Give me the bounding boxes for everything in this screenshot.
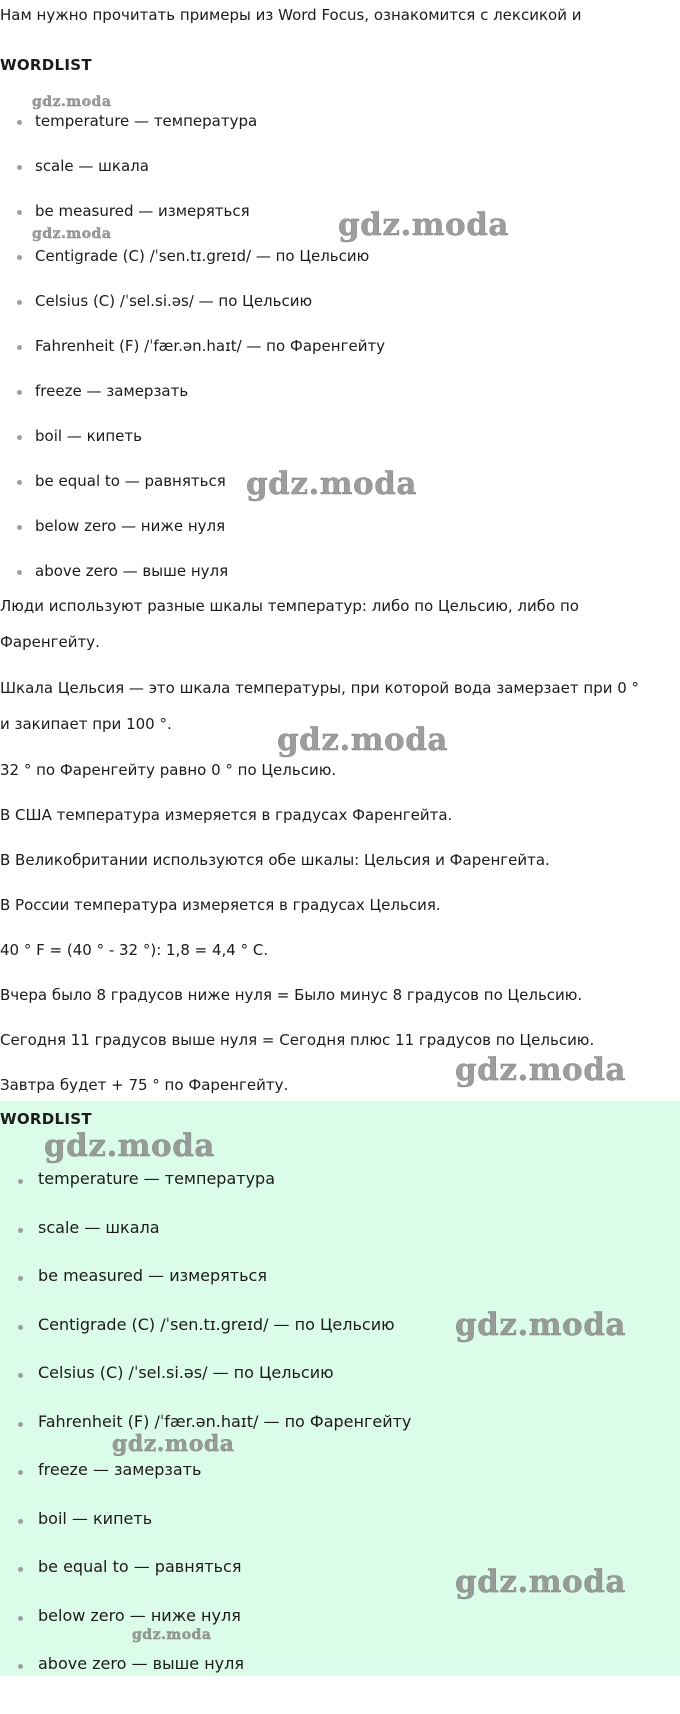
watermark: gdz.moda <box>455 1564 626 1600</box>
list-item: freeze — замерзать <box>0 1459 680 1508</box>
paragraph: Фаренгейту. <box>0 633 100 651</box>
watermark: gdz.moda <box>246 466 417 502</box>
bullet-icon <box>18 1276 23 1281</box>
list-item: below zero — ниже нуля <box>0 1605 680 1654</box>
bullet-icon <box>18 1325 23 1330</box>
list-item: Centigrade (C) /ˈsen.tɪ.greɪd/ — по Цельсию <box>0 245 680 290</box>
paragraph: В США температура измеряется в градусах Фаренгейта. <box>0 806 453 824</box>
watermark: gdz.moda <box>455 1052 626 1088</box>
bullet-icon <box>18 1616 23 1621</box>
list-item: Celsius (C) /ˈsel.si.əs/ — по Цельсию <box>0 1362 680 1411</box>
list-item: temperature — температура <box>0 110 680 155</box>
list-item: be equal to — равняться <box>0 1556 680 1605</box>
wordlist-2 <box>0 1168 680 1702</box>
list-item: boil — кипеть <box>0 1508 680 1557</box>
paragraph: 40 ° F = (40 ° - 32 °): 1,8 = 4,4 ° C. <box>0 941 269 959</box>
bullet-icon <box>17 570 22 575</box>
intro-text: Нам нужно прочитать примеры из Word Focus, ознакомится с лексикой и <box>0 6 582 24</box>
list-item: scale — шкала <box>0 155 680 200</box>
bullet-icon <box>18 1228 23 1233</box>
paragraph: Шкала Цельсия — это шкала температуры, при которой вода замерзает при 0 ° <box>0 679 640 697</box>
watermark: gdz.moda <box>277 722 448 758</box>
watermark: gdz.moda <box>32 94 112 110</box>
bullet-icon <box>17 120 22 125</box>
bullet-icon <box>18 1664 23 1669</box>
paragraph: В Великобритании используются обе шкалы: Цельсия и Фаренгейта. <box>0 851 550 869</box>
bullet-icon <box>18 1567 23 1572</box>
watermark: gdz.moda <box>32 226 112 242</box>
watermark: gdz.moda <box>112 1431 235 1457</box>
bullet-icon <box>18 1373 23 1378</box>
watermark: gdz.moda <box>338 207 509 243</box>
list-item: scale — шкала <box>0 1217 680 1266</box>
watermark: gdz.moda <box>132 1627 212 1643</box>
bullet-icon <box>17 165 22 170</box>
paragraph: Вчера было 8 градусов ниже нуля = Было минус 8 градусов по Цельсию. <box>0 986 583 1004</box>
paragraph: В России температура измеряется в градусах Цельсия. <box>0 896 441 914</box>
watermark: gdz.moda <box>44 1128 215 1164</box>
bullet-icon <box>17 255 22 260</box>
list-item: Celsius (C) /ˈsel.si.əs/ — по Цельсию <box>0 290 680 335</box>
list-item: Fahrenheit (F) /ˈfær.ən.haɪt/ — по Фаренгейту <box>0 1411 680 1460</box>
list-item: be measured — измеряться <box>0 1265 680 1314</box>
list-item: be measured — измеряться <box>0 200 680 245</box>
bullet-icon <box>17 345 22 350</box>
paragraph: и закипает при 100 °. <box>0 715 172 733</box>
list-item: boil — кипеть <box>0 425 680 470</box>
list-item: below zero — ниже нуля <box>0 515 680 560</box>
watermark: gdz.moda <box>455 1307 626 1343</box>
paragraph: Сегодня 11 градусов выше нуля = Сегодня плюс 11 градусов по Цельсию. <box>0 1031 595 1049</box>
list-item: Fahrenheit (F) /ˈfær.ən.haɪt/ — по Фаренгейту <box>0 335 680 380</box>
paragraph: Люди используют разные шкалы температур: либо по Цельсию, либо по <box>0 597 579 615</box>
wordlist-heading-2: WORDLIST <box>0 1110 92 1128</box>
bullet-icon <box>18 1422 23 1427</box>
bullet-icon <box>17 435 22 440</box>
list-item: above zero — выше нуля <box>0 1653 680 1702</box>
bullet-icon <box>17 390 22 395</box>
bullet-icon <box>17 480 22 485</box>
bullet-icon <box>18 1179 23 1184</box>
bullet-icon <box>18 1519 23 1524</box>
bullet-icon <box>17 300 22 305</box>
list-item: freeze — замерзать <box>0 380 680 425</box>
list-item: temperature — температура <box>0 1168 680 1217</box>
bullet-icon <box>18 1470 23 1475</box>
paragraph: 32 ° по Фаренгейту равно 0 ° по Цельсию. <box>0 761 337 779</box>
list-item: above zero — выше нуля <box>0 560 680 605</box>
wordlist <box>0 110 680 605</box>
bullet-icon <box>17 525 22 530</box>
paragraph: Завтра будет + 75 ° по Фаренгейту. <box>0 1076 289 1094</box>
list-item: be equal to — равняться <box>0 470 680 515</box>
bullet-icon <box>17 210 22 215</box>
wordlist-heading: WORDLIST <box>0 56 92 74</box>
list-item: Centigrade (C) /ˈsen.tɪ.greɪd/ — по Цельсию <box>0 1314 680 1363</box>
